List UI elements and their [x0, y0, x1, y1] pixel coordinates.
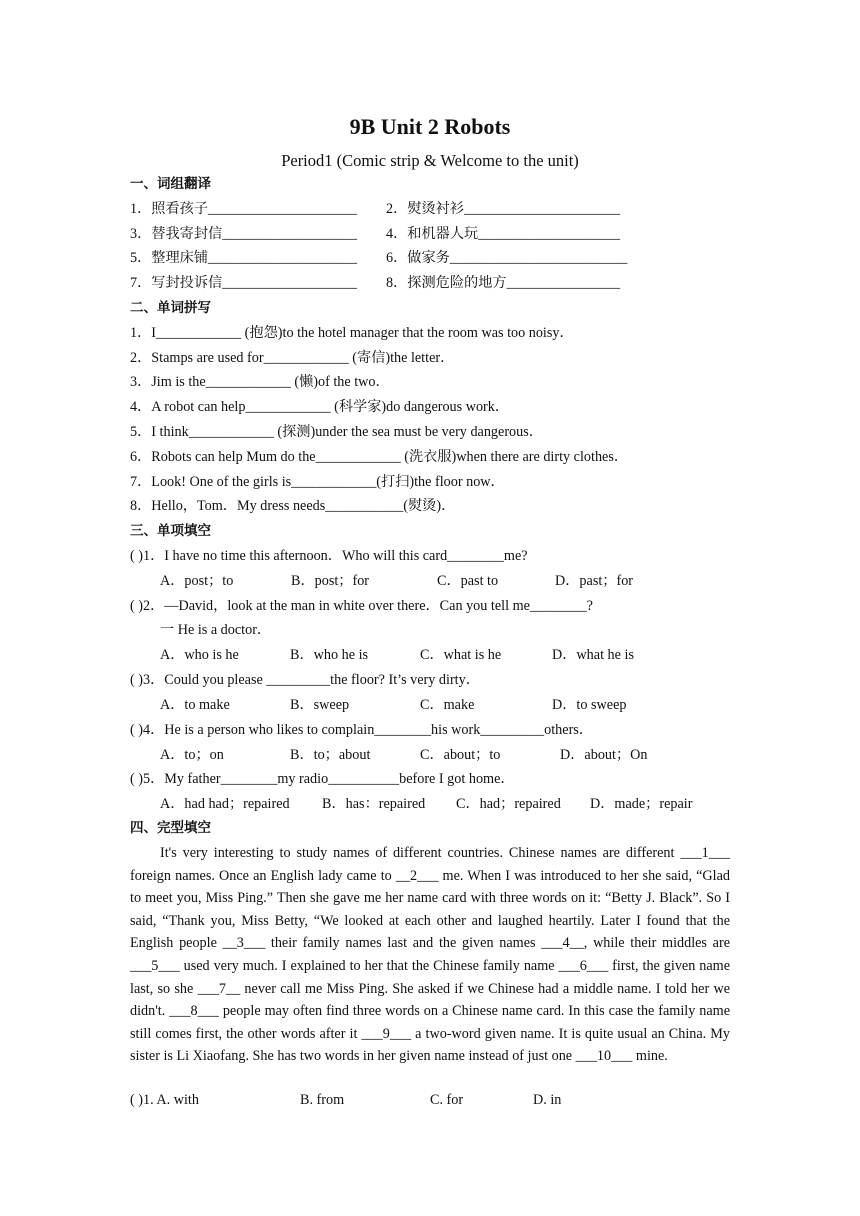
spelling-item: 7．Look! One of the girls is____________(打扫)the floor now．: [130, 474, 505, 490]
mc-option: A．to；on: [160, 747, 224, 763]
spelling-item: 2．Stamps are used for____________ (寄信)the letter．: [130, 350, 455, 366]
mc-option: A．post；to: [160, 573, 234, 589]
mc-option: A．had had；repaired: [160, 796, 290, 812]
mc-option: D．what he is: [552, 647, 634, 663]
mc-option: D．made；repair: [590, 796, 693, 812]
phrase-item: 3．替我寄封信___________________: [130, 226, 358, 242]
cloze-option: B. from: [300, 1092, 345, 1108]
mc-option: B．who he is: [290, 647, 369, 663]
section1-heading: 一、词组翻译: [130, 176, 211, 192]
page-subtitle: Period1 (Comic strip & Welcome to the unit): [281, 151, 579, 170]
mc-option: D．about；On: [560, 747, 648, 763]
mc-question: ( )5．My father________my radio__________before I got home．: [130, 771, 515, 787]
spelling-item: 8．Hello，Tom．My dress needs___________(熨烫)．: [130, 498, 456, 514]
mc-question: ( )4．He is a person who likes to complain________his work_________others．: [130, 722, 594, 738]
phrase-item: 5．整理床铺_____________________: [130, 250, 358, 266]
phrase-item: 2．熨烫衬衫______________________: [386, 201, 621, 217]
section2-heading: 二、单词拼写: [130, 300, 211, 316]
mc-option: C．what is he: [420, 647, 502, 663]
mc-option: A．who is he: [160, 647, 239, 663]
cloze-option: C. for: [430, 1092, 464, 1108]
mc-question: ( )3．Could you please _________the floor? It’s very dirty．: [130, 672, 480, 688]
mc-option: B．post；for: [291, 573, 370, 589]
section3-heading: 三、单项填空: [130, 523, 211, 539]
spelling-item: 1．I____________ (抱怨)to the hotel manager that the room was too noisy．: [130, 325, 574, 341]
mc-option: D．past；for: [555, 573, 634, 589]
spelling-item: 6．Robots can help Mum do the____________ (洗衣服)when there are dirty clothes．: [130, 449, 629, 465]
mc-option: A．to make: [160, 697, 230, 713]
cloze-passage: It's very interesting to study names of different countries. Chinese names are different ___1___ foreign names. Once an English lady came to __2___ me. When I was introduced to her she said, “Glad to meet you, Miss Ping.” Then she gave me her name card with three words on it: “Betty J. Black”. So I said, “Thank you, Miss Betty, “We looked at each other and laughed heartily. Later I found that the English people __3___ their family names last and the given names ___4__, while their middles are ___5___ used very much. I explained to her that the Chinese family name ___6___ first, the given name last, so she ___7__ never call me Miss Ping. She asked if we Chinese had a middle name. I told her we didn't. ___8___ people may often find three words on a Chinese name card. In this case the family name still comes first, the other words after it ___9___ a two-word given name. It is quite usual an China. My sister is Li Xiaofang. She has two words in her given name instead of just one ___10___ mine.: [130, 845, 730, 1065]
mc-reply: 一 He is a doctor．: [160, 622, 272, 638]
phrase-item: 8．探测危险的地方________________: [386, 275, 621, 291]
spelling-item: 3．Jim is the____________ (懒)of the two．: [130, 374, 390, 390]
section4-heading: 四、完型填空: [130, 820, 211, 836]
mc-option: C．past to: [437, 573, 499, 589]
phrase-item: 4．和机器人玩____________________: [386, 226, 621, 242]
phrase-item: 7．写封投诉信___________________: [130, 275, 358, 291]
spelling-item: 4．A robot can help____________ (科学家)do dangerous work．: [130, 399, 510, 415]
mc-question: ( )1．I have no time this afternoon．Who will this card________me?: [130, 548, 528, 564]
mc-option: B．sweep: [290, 697, 350, 713]
mc-option: B．to；about: [290, 747, 371, 763]
mc-option: D．to sweep: [552, 697, 627, 713]
mc-option: C．make: [420, 697, 475, 713]
mc-option: C．about；to: [420, 747, 501, 763]
mc-question: ( )2．—David，look at the man in white over there．Can you tell me________?: [130, 598, 593, 614]
mc-option: C．had；repaired: [456, 796, 561, 812]
spelling-item: 5．I think____________ (探测)under the sea must be very dangerous．: [130, 424, 543, 440]
phrase-item: 1．照看孩子_____________________: [130, 201, 358, 217]
mc-option: B．has：repaired: [322, 796, 426, 812]
page-title: 9B Unit 2 Robots: [349, 114, 511, 139]
cloze-question: ( )1. A. with: [130, 1092, 199, 1108]
cloze-option: D. in: [533, 1092, 562, 1108]
phrase-item: 6．做家务_________________________: [386, 250, 628, 266]
